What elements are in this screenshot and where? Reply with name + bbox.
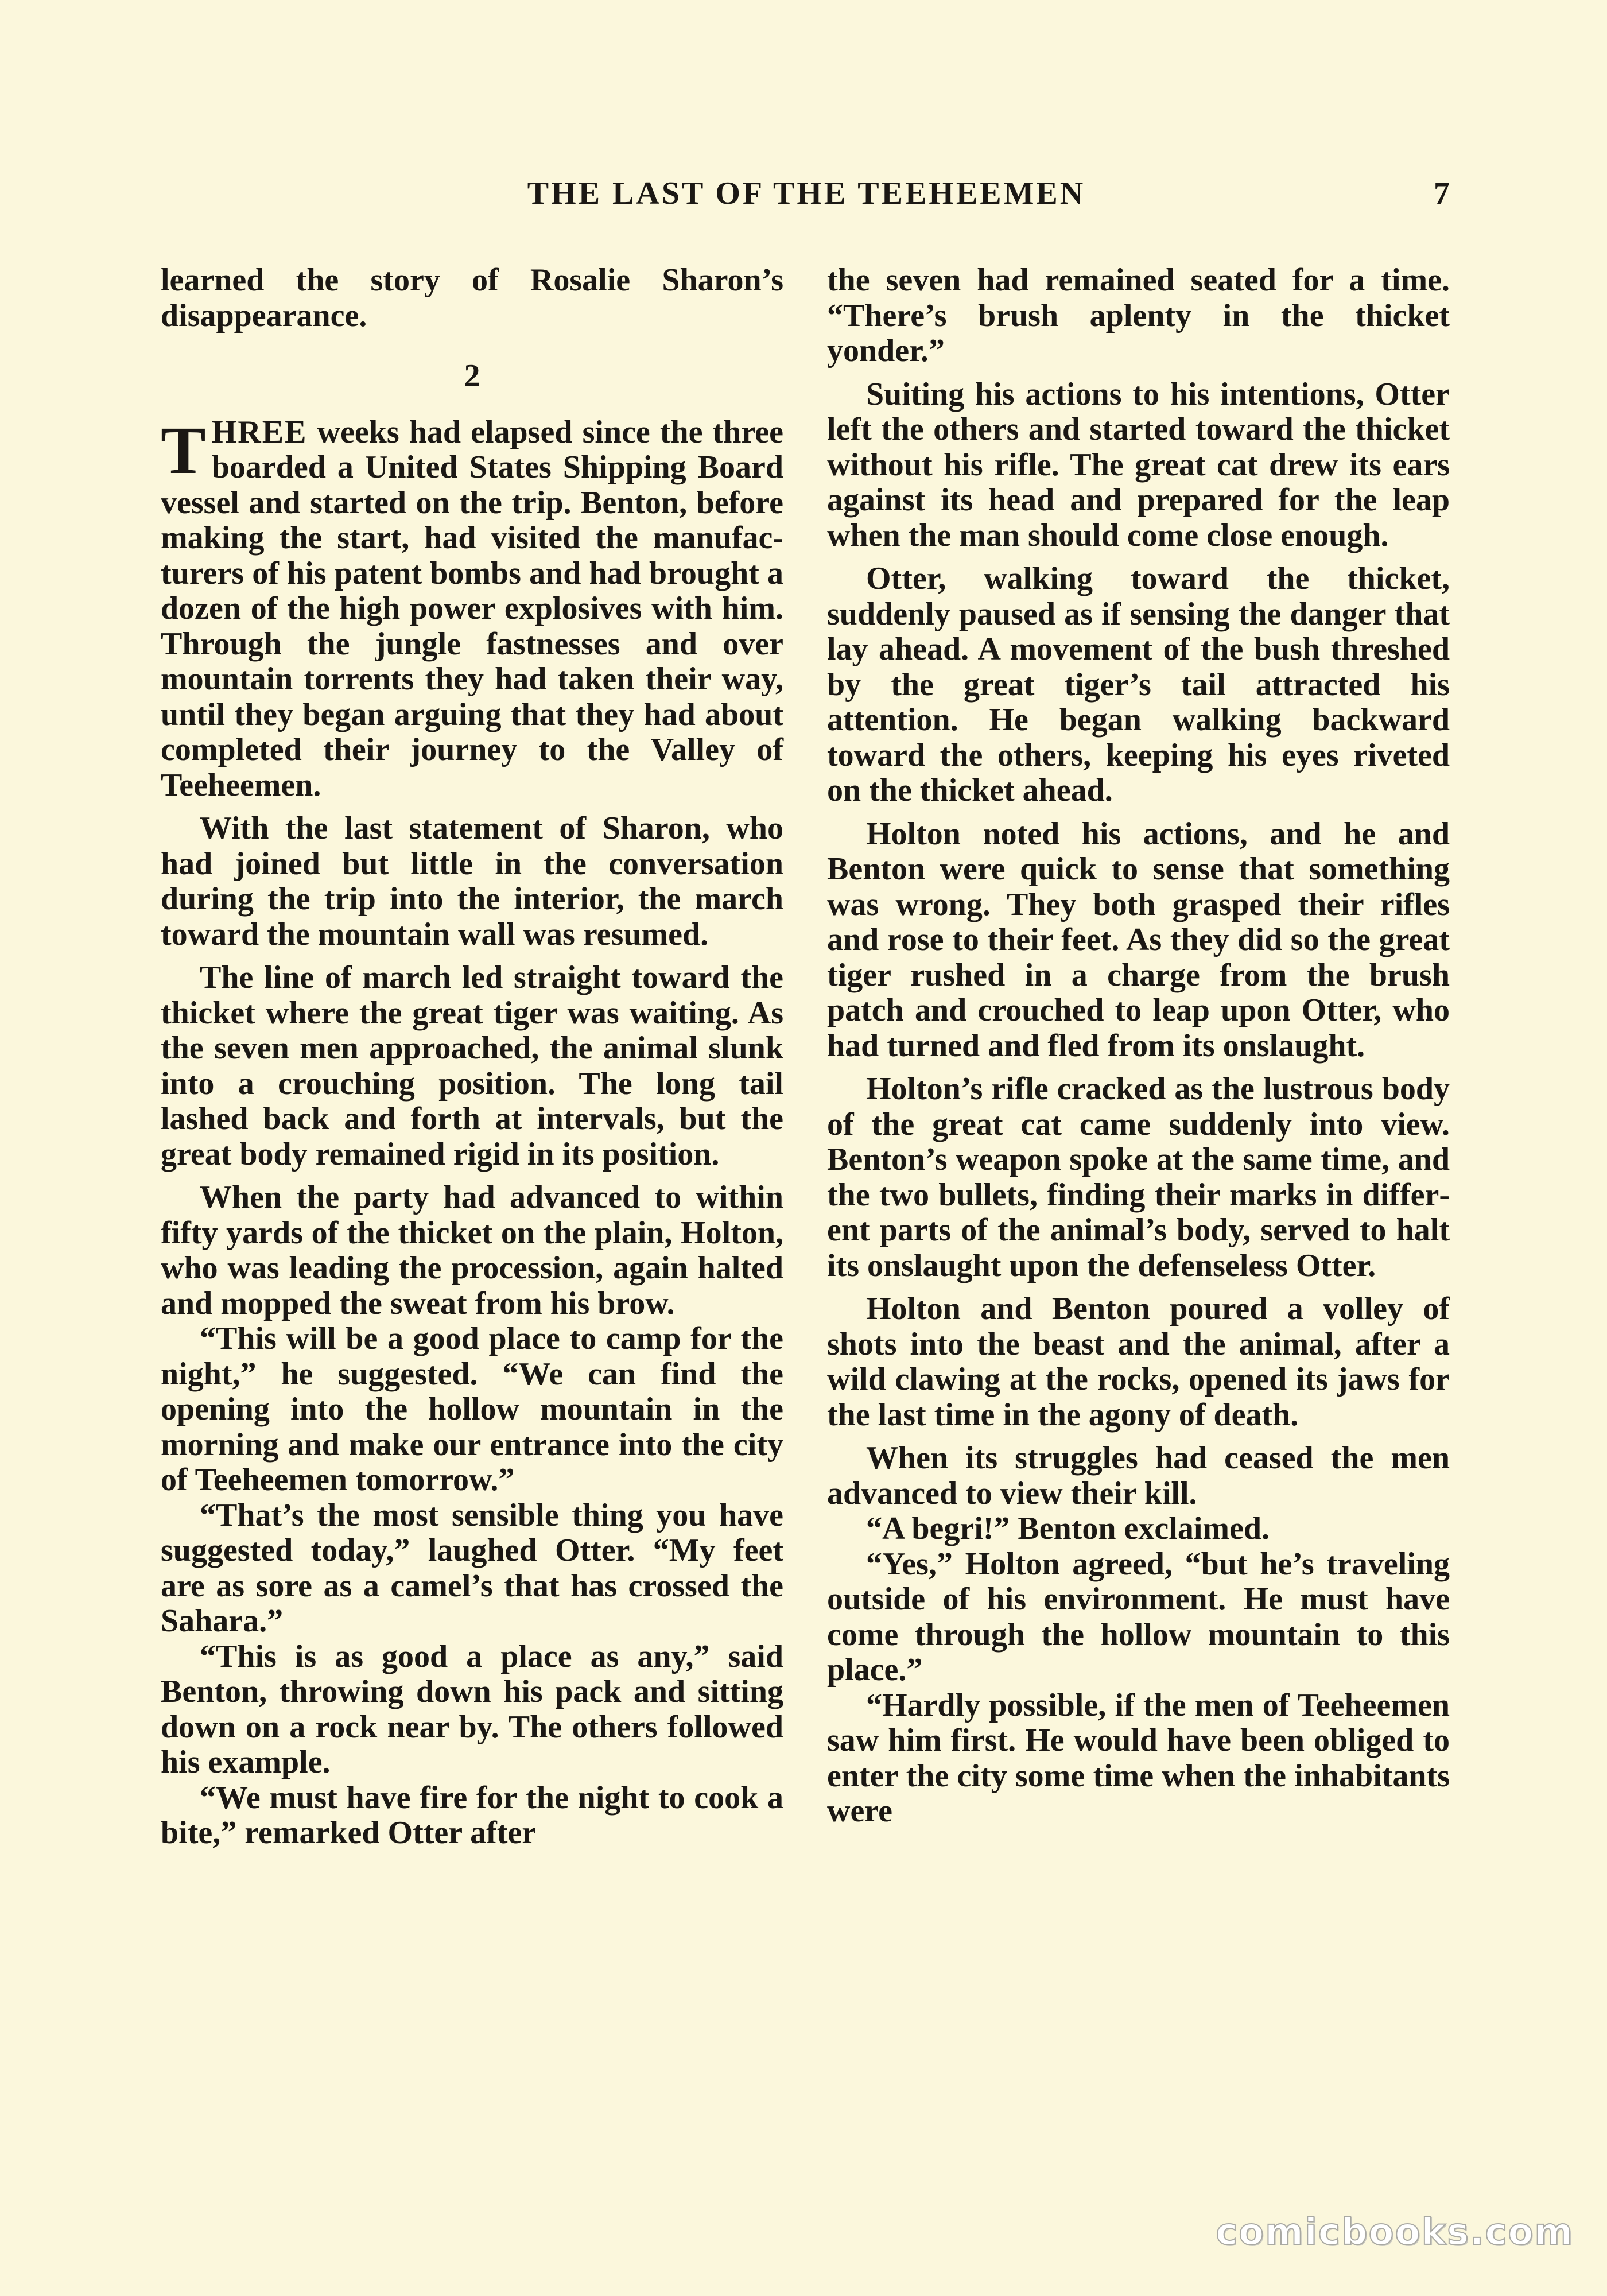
paragraph: learned the story of Rosalie Sharon’s disappearance. — [161, 262, 783, 333]
watermark-logo: comicbooks.com — [1216, 2211, 1574, 2254]
paragraph: the seven had remained seated for a time. “There’s brush aplenty in the thicket yonder.” — [827, 262, 1450, 369]
paragraph: “This is as good a place as any,” said Benton, throwing down his pack and sitting down on a rock near by. The others followed his example. — [161, 1638, 783, 1780]
paragraph: “That’s the most sensible thing you have suggested today,” laughed Otter. “My feet are as sore as a camel’s that has crossed the Sahara.” — [161, 1497, 783, 1639]
paragraph: “A begri!” Benton exclaimed. — [866, 1511, 1270, 1546]
paragraph: “This will be a good place to camp for the night,” he suggested. “We can find the opening into the hollow mountain in the morning and make our entrance into the city of Teeheemen tomorrow.” — [161, 1321, 783, 1498]
drop-cap: T — [161, 412, 206, 488]
paragraph-opening — [161, 412, 783, 804]
paragraph-text: weeks had elapsed since the three boarded a United States Shipping Board vessel and started on the trip. Benton, before making the start, had visited the manufacturers of his patent bombs and had brought a dozen of the high power explosives with him. Through the jungle fastnesses and over mountain torrents they had taken their way, until they began arguing that they had about completed their journey to the Valley of Teeheemen. — [161, 414, 783, 803]
paragraph: Holton noted his actions, and he and Benton were quick to sense that something was wrong. They both grasped their rifles and rose to their feet. As they did so the great tiger rushed in a charge from the brush patch and crouched to leap upon Otter, who had turned and fled from its onslaught. — [827, 816, 1450, 1064]
paragraph: With the last statement of Sharon, who had joined but little in the conversation during the trip into the interior, the march toward the mountain wall was resumed. — [161, 810, 783, 952]
paragraph: Holton and Benton poured a volley of shots into the beast and the animal, after a wild clawing at the rocks, opened its jaws for the last time in the agony of death. — [827, 1291, 1450, 1433]
small-caps-lead: HREE — [211, 414, 308, 450]
right-column — [827, 263, 1450, 1829]
paragraph: “We must have fire for the night to cook a bite,” remarked Otter after — [161, 1779, 783, 1851]
paragraph: When its struggles had ceased the men advanced to view their kill. — [827, 1440, 1450, 1511]
chapter-title: THE LAST OF THE TEEHEEMEN — [527, 176, 1086, 211]
paragraph: Otter, walking toward the thicket, suddenly paused as if sensing the danger that lay ahead. A movement of the bush threshed by the great tiger’s tail attracted his attention. He began walking backward toward the others, keeping his eyes riveted on the thicket ahead. — [827, 561, 1450, 808]
section-number: 2 — [464, 358, 480, 394]
page-number: 7 — [1434, 176, 1452, 211]
running-head — [161, 175, 1452, 221]
paragraph: Suiting his actions to his intentions, Otter left the others and started toward the thicket without his rifle. The great cat drew its ears against its head and prepared for the leap when the man should come close enough. — [827, 376, 1450, 553]
paragraph: When the party had advanced to within fifty yards of the thicket on the plain, Holton, who was leading the procession, again halted and mopped the sweat from his brow. — [161, 1180, 783, 1321]
paragraph: Holton’s rifle cracked as the lustrous body of the great cat came suddenly into view. Benton’s weapon spoke at the same time, and the two bullets, finding their marks in different parts of the animal’s body, served to halt its onslaught upon the defenseless Otter. — [827, 1071, 1450, 1283]
left-column — [161, 263, 783, 1851]
paragraph: “Hardly possible, if the men of Teeheemen saw him first. He would have been obliged to enter the city some time when the inhabitants were — [827, 1687, 1450, 1829]
paragraph: The line of march led straight toward the thicket where the great tiger was waiting. As the seven men approached, the animal slunk into a crouching position. The long tail lashed back and forth at intervals, but the great body remained rigid in its position. — [161, 960, 783, 1172]
paragraph: “Yes,” Holton agreed, “but he’s traveling outside of his environment. He must have come through the hollow mountain to this place.” — [827, 1546, 1450, 1688]
